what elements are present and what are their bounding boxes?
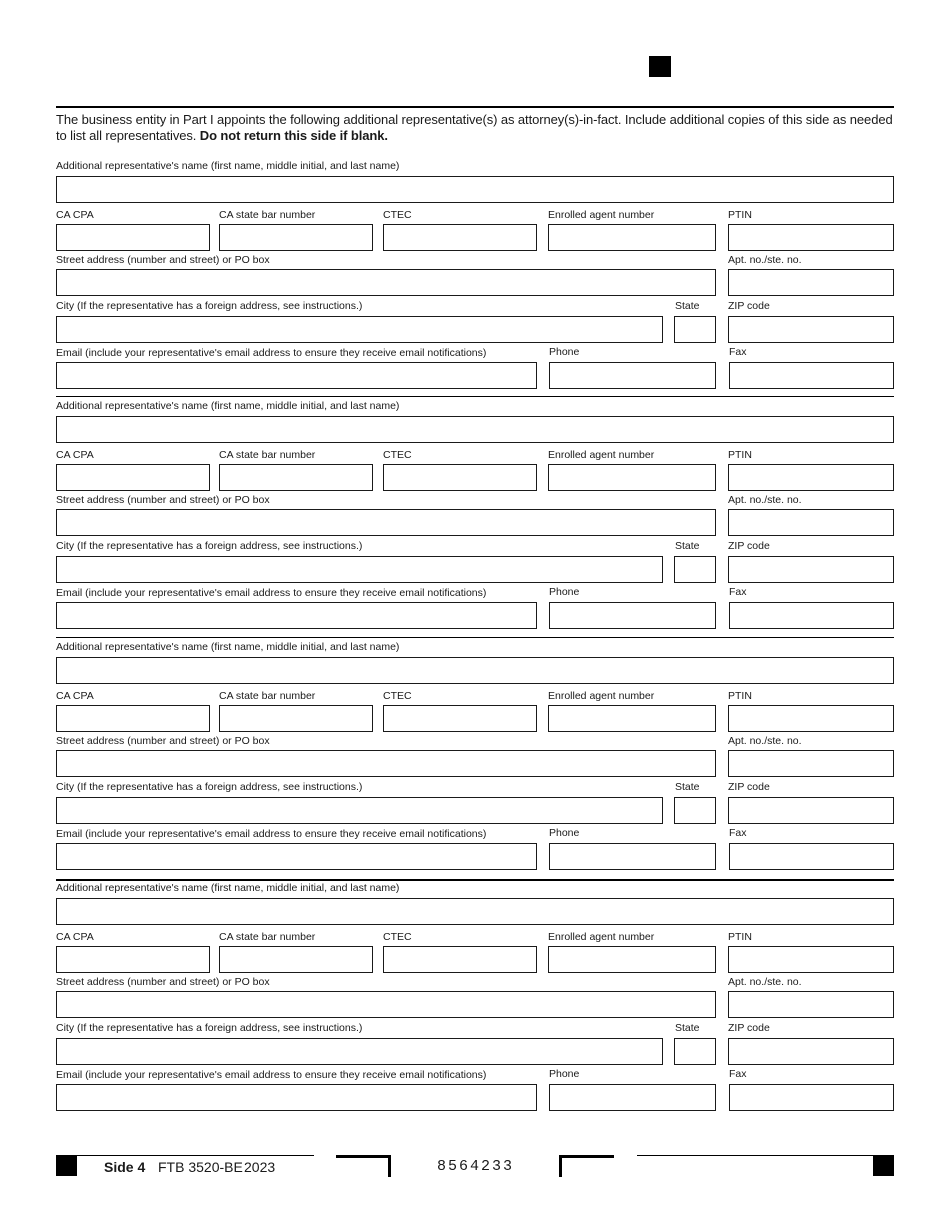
street-field[interactable] — [56, 269, 716, 296]
bar-number-field[interactable] — [219, 946, 373, 973]
footer-mark-left — [56, 1156, 77, 1176]
ptin-label: PTIN — [728, 449, 752, 461]
state-label: State — [675, 300, 700, 312]
zip-field[interactable] — [728, 556, 894, 583]
bar-number-field[interactable] — [219, 224, 373, 251]
phone-label: Phone — [549, 346, 580, 358]
ca-cpa-label: CA CPA — [56, 931, 94, 943]
ctec-label: CTEC — [383, 209, 412, 221]
zip-label: ZIP code — [728, 300, 770, 312]
phone-label: Phone — [549, 586, 580, 598]
ptin-label: PTIN — [728, 209, 752, 221]
name-field[interactable] — [56, 416, 894, 443]
bar-number-label: CA state bar number — [219, 690, 316, 702]
street-field[interactable] — [56, 991, 716, 1018]
ptin-field[interactable] — [728, 946, 894, 973]
apt-label: Apt. no./ste. no. — [728, 494, 802, 506]
apt-label: Apt. no./ste. no. — [728, 735, 802, 747]
city-field[interactable] — [56, 316, 663, 343]
ca-cpa-label: CA CPA — [56, 449, 94, 461]
state-field[interactable] — [674, 797, 716, 824]
zip-field[interactable] — [728, 797, 894, 824]
phone-field[interactable] — [549, 602, 716, 629]
enrolled-agent-label: Enrolled agent number — [548, 449, 655, 461]
apt-field[interactable] — [728, 750, 894, 777]
fax-label: Fax — [729, 827, 747, 839]
city-field[interactable] — [56, 1038, 663, 1065]
footer-bracket-left-side — [388, 1155, 391, 1177]
street-label: Street address (number and street) or PO box — [56, 494, 270, 506]
city-field[interactable] — [56, 797, 663, 824]
enrolled-agent-label: Enrolled agent number — [548, 931, 655, 943]
name-field[interactable] — [56, 657, 894, 684]
fax-label: Fax — [729, 586, 747, 598]
city-label: City (If the representative has a foreign address, see instructions.) — [56, 781, 363, 793]
street-field[interactable] — [56, 509, 716, 536]
email-label: Email (include your representative's email address to ensure they receive email notifications) — [56, 347, 487, 359]
ptin-field[interactable] — [728, 224, 894, 251]
ca-cpa-label: CA CPA — [56, 690, 94, 702]
city-field[interactable] — [56, 556, 663, 583]
zip-label: ZIP code — [728, 781, 770, 793]
city-label: City (If the representative has a foreign address, see instructions.) — [56, 1022, 363, 1034]
fax-label: Fax — [729, 346, 747, 358]
street-label: Street address (number and street) or PO box — [56, 735, 270, 747]
ptin-field[interactable] — [728, 464, 894, 491]
name-label: Additional representative's name (first name, middle initial, and last name) — [56, 160, 400, 172]
name-label: Additional representative's name (first name, middle initial, and last name) — [56, 641, 400, 653]
street-label: Street address (number and street) or PO box — [56, 976, 270, 988]
state-field[interactable] — [674, 1038, 716, 1065]
intro-bold-text: Do not return this side if blank. — [199, 128, 388, 143]
email-field[interactable] — [56, 362, 537, 389]
ca-cpa-field[interactable] — [56, 224, 210, 251]
bar-number-field[interactable] — [219, 705, 373, 732]
apt-field[interactable] — [728, 269, 894, 296]
ctec-label: CTEC — [383, 931, 412, 943]
enrolled-agent-label: Enrolled agent number — [548, 209, 655, 221]
email-label: Email (include your representative's email address to ensure they receive email notifications) — [56, 828, 487, 840]
zip-field[interactable] — [728, 316, 894, 343]
bar-number-label: CA state bar number — [219, 449, 316, 461]
fax-field[interactable] — [729, 1084, 894, 1111]
bar-number-label: CA state bar number — [219, 209, 316, 221]
email-label: Email (include your representative's email address to ensure they receive email notifications) — [56, 587, 487, 599]
section-divider — [56, 637, 894, 638]
phone-field[interactable] — [549, 362, 716, 389]
zip-label: ZIP code — [728, 1022, 770, 1034]
fax-field[interactable] — [729, 362, 894, 389]
apt-field[interactable] — [728, 509, 894, 536]
email-label: Email (include your representative's email address to ensure they receive email notifications) — [56, 1069, 487, 1081]
email-field[interactable] — [56, 1084, 537, 1111]
ca-cpa-field[interactable] — [56, 464, 210, 491]
bar-number-field[interactable] — [219, 464, 373, 491]
footer-bracket-right-side — [559, 1155, 562, 1177]
apt-label: Apt. no./ste. no. — [728, 976, 802, 988]
fax-field[interactable] — [729, 843, 894, 870]
city-label: City (If the representative has a foreign address, see instructions.) — [56, 540, 363, 552]
fax-label: Fax — [729, 1068, 747, 1080]
state-label: State — [675, 781, 700, 793]
name-label: Additional representative's name (first name, middle initial, and last name) — [56, 882, 400, 894]
state-field[interactable] — [674, 556, 716, 583]
bar-number-label: CA state bar number — [219, 931, 316, 943]
name-field[interactable] — [56, 898, 894, 925]
footer-form: FTB 3520-BE — [158, 1159, 243, 1175]
ctec-field[interactable] — [383, 224, 537, 251]
top-rule — [56, 106, 894, 108]
city-label: City (If the representative has a foreign address, see instructions.) — [56, 300, 363, 312]
footer-bracket-left-top — [336, 1155, 391, 1158]
ptin-label: PTIN — [728, 690, 752, 702]
zip-field[interactable] — [728, 1038, 894, 1065]
ca-cpa-label: CA CPA — [56, 209, 94, 221]
street-label: Street address (number and street) or PO box — [56, 254, 270, 266]
section-divider — [56, 879, 894, 881]
intro-text: The business entity in Part I appoints the following additional representative(s) as attorney(s)-in-fact. Include additional copies of this side as needed to list all representatives. — [56, 112, 893, 143]
footer-bracket-right-top — [559, 1155, 614, 1158]
registration-mark-top — [649, 56, 671, 77]
ctec-label: CTEC — [383, 449, 412, 461]
enrolled-agent-field[interactable] — [548, 946, 716, 973]
phone-label: Phone — [549, 1068, 580, 1080]
footer-rule-left — [56, 1155, 314, 1156]
enrolled-agent-field[interactable] — [548, 224, 716, 251]
zip-label: ZIP code — [728, 540, 770, 552]
enrolled-agent-field[interactable] — [548, 464, 716, 491]
phone-label: Phone — [549, 827, 580, 839]
phone-field[interactable] — [549, 1084, 716, 1111]
street-field[interactable] — [56, 750, 716, 777]
name-label: Additional representative's name (first name, middle initial, and last name) — [56, 400, 400, 412]
footer-rule-right — [637, 1155, 894, 1156]
fax-field[interactable] — [729, 602, 894, 629]
footer-code: 8564233 — [437, 1158, 515, 1175]
footer-year: 2023 — [244, 1159, 276, 1175]
phone-field[interactable] — [549, 843, 716, 870]
apt-field[interactable] — [728, 991, 894, 1018]
apt-label: Apt. no./ste. no. — [728, 254, 802, 266]
ptin-label: PTIN — [728, 931, 752, 943]
ptin-field[interactable] — [728, 705, 894, 732]
enrolled-agent-label: Enrolled agent number — [548, 690, 655, 702]
email-field[interactable] — [56, 602, 537, 629]
state-field[interactable] — [674, 316, 716, 343]
intro-paragraph — [56, 112, 896, 144]
ctec-field[interactable] — [383, 946, 537, 973]
ctec-field[interactable] — [383, 464, 537, 491]
name-field[interactable] — [56, 176, 894, 203]
state-label: State — [675, 1022, 700, 1034]
footer-mark-right — [873, 1156, 894, 1176]
section-divider — [56, 396, 894, 397]
footer-side: Side 4 — [104, 1159, 146, 1175]
email-field[interactable] — [56, 843, 537, 870]
enrolled-agent-field[interactable] — [548, 705, 716, 732]
ca-cpa-field[interactable] — [56, 946, 210, 973]
ctec-field[interactable] — [383, 705, 537, 732]
ca-cpa-field[interactable] — [56, 705, 210, 732]
ctec-label: CTEC — [383, 690, 412, 702]
state-label: State — [675, 540, 700, 552]
